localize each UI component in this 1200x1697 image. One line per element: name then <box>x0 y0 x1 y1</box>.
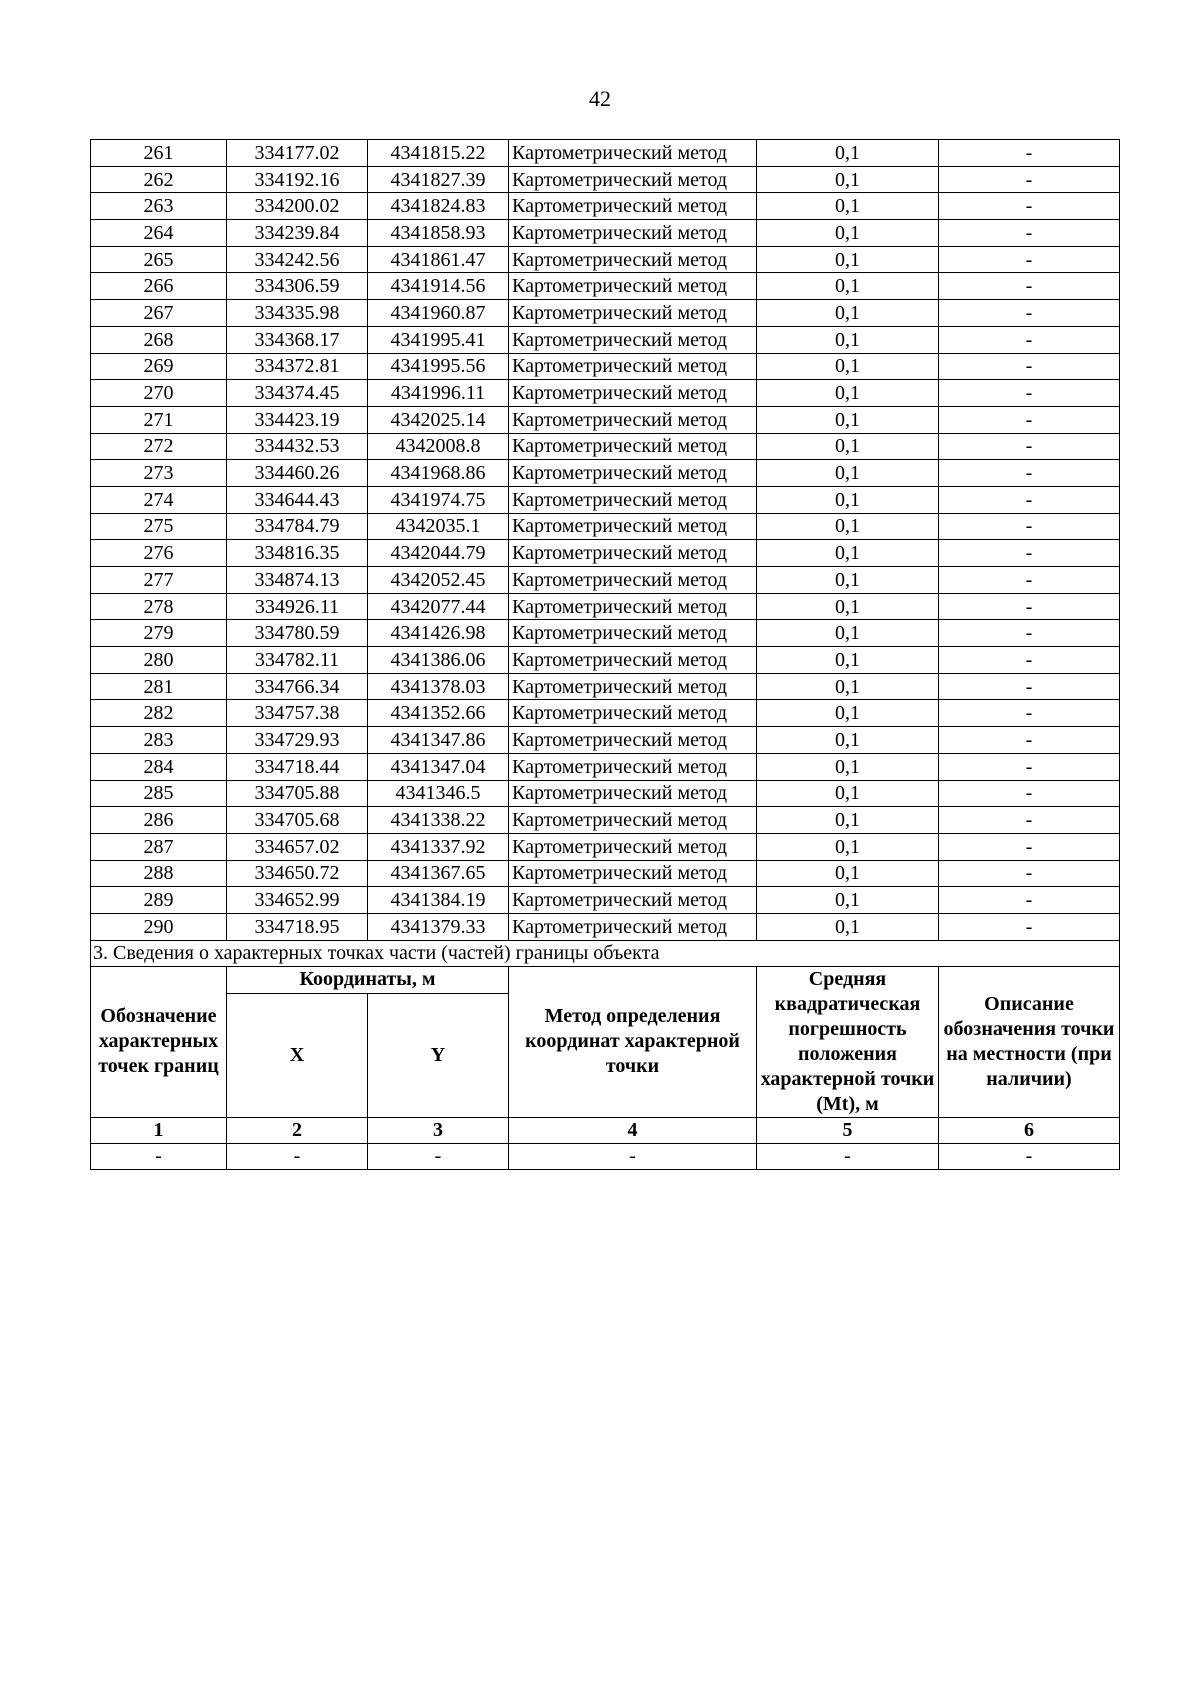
column-numbers-row <box>91 1117 1120 1143</box>
method-cell: Картометрический метод <box>509 887 757 914</box>
y-coordinate-cell: 4341338.22 <box>368 807 509 834</box>
empty-cell: - <box>91 1143 227 1169</box>
boundary-points-table <box>90 139 1120 1170</box>
x-coordinate-cell: 334816.35 <box>227 540 368 567</box>
empty-cell: - <box>227 1143 368 1169</box>
mt-cell: 0,1 <box>757 406 939 433</box>
header-description: Описание обозначения точки на местности (при наличии) <box>939 966 1120 1117</box>
y-coordinate-cell: 4341378.03 <box>368 673 509 700</box>
point-number-cell: 264 <box>91 220 227 247</box>
table-row <box>91 780 1120 807</box>
table-row <box>91 913 1120 940</box>
y-coordinate-cell: 4341960.87 <box>368 300 509 327</box>
table-row <box>91 673 1120 700</box>
description-cell: - <box>939 513 1120 540</box>
point-number-cell: 266 <box>91 273 227 300</box>
point-number-cell: 287 <box>91 833 227 860</box>
description-cell: - <box>939 300 1120 327</box>
point-number-cell: 278 <box>91 593 227 620</box>
description-cell: - <box>939 273 1120 300</box>
table-row <box>91 460 1120 487</box>
point-number-cell: 289 <box>91 887 227 914</box>
y-coordinate-cell: 4341337.92 <box>368 833 509 860</box>
point-number-cell: 284 <box>91 753 227 780</box>
description-cell: - <box>939 406 1120 433</box>
mt-cell: 0,1 <box>757 727 939 754</box>
point-number-cell: 273 <box>91 460 227 487</box>
x-coordinate-cell: 334460.26 <box>227 460 368 487</box>
mt-cell: 0,1 <box>757 647 939 674</box>
table-row <box>91 620 1120 647</box>
point-number-cell: 269 <box>91 353 227 380</box>
y-coordinate-cell: 4341858.93 <box>368 220 509 247</box>
table-row <box>91 273 1120 300</box>
table-row <box>91 887 1120 914</box>
method-cell: Картометрический метод <box>509 193 757 220</box>
x-coordinate-cell: 334200.02 <box>227 193 368 220</box>
mt-cell: 0,1 <box>757 193 939 220</box>
table-row <box>91 486 1120 513</box>
y-coordinate-cell: 4341861.47 <box>368 246 509 273</box>
mt-cell: 0,1 <box>757 433 939 460</box>
method-cell: Картометрический метод <box>509 700 757 727</box>
table-row <box>91 246 1120 273</box>
method-cell: Картометрический метод <box>509 140 757 167</box>
header-row <box>91 966 1120 993</box>
mt-cell: 0,1 <box>757 860 939 887</box>
y-coordinate-cell: 4341379.33 <box>368 913 509 940</box>
table-row <box>91 513 1120 540</box>
x-coordinate-cell: 334239.84 <box>227 220 368 247</box>
x-coordinate-cell: 334368.17 <box>227 326 368 353</box>
y-coordinate-cell: 4341347.86 <box>368 727 509 754</box>
y-coordinate-cell: 4342035.1 <box>368 513 509 540</box>
y-coordinate-cell: 4341995.41 <box>368 326 509 353</box>
y-coordinate-cell: 4341386.06 <box>368 647 509 674</box>
description-cell: - <box>939 780 1120 807</box>
mt-cell: 0,1 <box>757 540 939 567</box>
mt-cell: 0,1 <box>757 380 939 407</box>
x-coordinate-cell: 334784.79 <box>227 513 368 540</box>
empty-cell: - <box>939 1143 1120 1169</box>
mt-cell: 0,1 <box>757 593 939 620</box>
header-designation: Обозначение характерных точек границ <box>91 966 227 1117</box>
point-number-cell: 261 <box>91 140 227 167</box>
x-coordinate-cell: 334780.59 <box>227 620 368 647</box>
column-number: 6 <box>939 1117 1120 1143</box>
table-row <box>91 567 1120 594</box>
mt-cell: 0,1 <box>757 780 939 807</box>
method-cell: Картометрический метод <box>509 460 757 487</box>
column-number: 5 <box>757 1117 939 1143</box>
point-number-cell: 272 <box>91 433 227 460</box>
x-coordinate-cell: 334650.72 <box>227 860 368 887</box>
x-coordinate-cell: 334652.99 <box>227 887 368 914</box>
x-coordinate-cell: 334926.11 <box>227 593 368 620</box>
method-cell: Картометрический метод <box>509 433 757 460</box>
y-coordinate-cell: 4342044.79 <box>368 540 509 567</box>
y-coordinate-cell: 4341996.11 <box>368 380 509 407</box>
method-cell: Картометрический метод <box>509 753 757 780</box>
table-row <box>91 166 1120 193</box>
table-row <box>91 353 1120 380</box>
table-row <box>91 860 1120 887</box>
point-number-cell: 283 <box>91 727 227 754</box>
x-coordinate-cell: 334192.16 <box>227 166 368 193</box>
description-cell: - <box>939 647 1120 674</box>
x-coordinate-cell: 334242.56 <box>227 246 368 273</box>
mt-cell: 0,1 <box>757 246 939 273</box>
method-cell: Картометрический метод <box>509 647 757 674</box>
y-coordinate-cell: 4342052.45 <box>368 567 509 594</box>
description-cell: - <box>939 140 1120 167</box>
y-coordinate-cell: 4342025.14 <box>368 406 509 433</box>
mt-cell: 0,1 <box>757 887 939 914</box>
table-row <box>91 807 1120 834</box>
description-cell: - <box>939 860 1120 887</box>
table-row <box>91 220 1120 247</box>
x-coordinate-cell: 334766.34 <box>227 673 368 700</box>
mt-cell: 0,1 <box>757 140 939 167</box>
mt-cell: 0,1 <box>757 486 939 513</box>
mt-cell: 0,1 <box>757 166 939 193</box>
point-number-cell: 288 <box>91 860 227 887</box>
x-coordinate-cell: 334374.45 <box>227 380 368 407</box>
column-number: 1 <box>91 1117 227 1143</box>
x-coordinate-cell: 334644.43 <box>227 486 368 513</box>
table-row <box>91 326 1120 353</box>
point-number-cell: 280 <box>91 647 227 674</box>
header-method: Метод определения координат характерной точки <box>509 966 757 1117</box>
method-cell: Картометрический метод <box>509 833 757 860</box>
point-number-cell: 279 <box>91 620 227 647</box>
table-row <box>91 540 1120 567</box>
y-coordinate-cell: 4341352.66 <box>368 700 509 727</box>
method-cell: Картометрический метод <box>509 486 757 513</box>
table-row <box>91 700 1120 727</box>
description-cell: - <box>939 486 1120 513</box>
point-number-cell: 268 <box>91 326 227 353</box>
point-number-cell: 282 <box>91 700 227 727</box>
x-coordinate-cell: 334306.59 <box>227 273 368 300</box>
header-y: Y <box>368 993 509 1117</box>
method-cell: Картометрический метод <box>509 807 757 834</box>
method-cell: Картометрический метод <box>509 673 757 700</box>
method-cell: Картометрический метод <box>509 166 757 193</box>
x-coordinate-cell: 334372.81 <box>227 353 368 380</box>
x-coordinate-cell: 334757.38 <box>227 700 368 727</box>
mt-cell: 0,1 <box>757 620 939 647</box>
x-coordinate-cell: 334423.19 <box>227 406 368 433</box>
description-cell: - <box>939 807 1120 834</box>
mt-cell: 0,1 <box>757 753 939 780</box>
table-row <box>91 753 1120 780</box>
section-3 <box>91 940 1120 1169</box>
description-cell: - <box>939 540 1120 567</box>
y-coordinate-cell: 4342008.8 <box>368 433 509 460</box>
mt-cell: 0,1 <box>757 807 939 834</box>
empty-cell: - <box>757 1143 939 1169</box>
x-coordinate-cell: 334177.02 <box>227 140 368 167</box>
point-number-cell: 276 <box>91 540 227 567</box>
header-coordinates: Координаты, м <box>227 966 509 993</box>
point-number-cell: 281 <box>91 673 227 700</box>
x-coordinate-cell: 334874.13 <box>227 567 368 594</box>
description-cell: - <box>939 380 1120 407</box>
description-cell: - <box>939 887 1120 914</box>
point-number-cell: 286 <box>91 807 227 834</box>
x-coordinate-cell: 334335.98 <box>227 300 368 327</box>
point-number-cell: 285 <box>91 780 227 807</box>
table-body <box>91 140 1120 941</box>
point-number-cell: 277 <box>91 567 227 594</box>
point-number-cell: 275 <box>91 513 227 540</box>
table-row <box>91 300 1120 327</box>
y-coordinate-cell: 4341974.75 <box>368 486 509 513</box>
point-number-cell: 290 <box>91 913 227 940</box>
method-cell: Картометрический метод <box>509 326 757 353</box>
table-row <box>91 193 1120 220</box>
header-x: X <box>227 993 368 1117</box>
table-row <box>91 593 1120 620</box>
y-coordinate-cell: 4342077.44 <box>368 593 509 620</box>
method-cell: Картометрический метод <box>509 567 757 594</box>
description-cell: - <box>939 673 1120 700</box>
y-coordinate-cell: 4341815.22 <box>368 140 509 167</box>
mt-cell: 0,1 <box>757 300 939 327</box>
method-cell: Картометрический метод <box>509 220 757 247</box>
point-number-cell: 270 <box>91 380 227 407</box>
method-cell: Картометрический метод <box>509 780 757 807</box>
x-coordinate-cell: 334657.02 <box>227 833 368 860</box>
table-row <box>91 833 1120 860</box>
y-coordinate-cell: 4341384.19 <box>368 887 509 914</box>
table-row <box>91 406 1120 433</box>
section-title-row <box>91 940 1120 966</box>
empty-row <box>91 1143 1120 1169</box>
x-coordinate-cell: 334782.11 <box>227 647 368 674</box>
x-coordinate-cell: 334718.44 <box>227 753 368 780</box>
description-cell: - <box>939 620 1120 647</box>
mt-cell: 0,1 <box>757 513 939 540</box>
column-number: 2 <box>227 1117 368 1143</box>
method-cell: Картометрический метод <box>509 513 757 540</box>
x-coordinate-cell: 334718.95 <box>227 913 368 940</box>
y-coordinate-cell: 4341426.98 <box>368 620 509 647</box>
mt-cell: 0,1 <box>757 833 939 860</box>
method-cell: Картометрический метод <box>509 300 757 327</box>
description-cell: - <box>939 833 1120 860</box>
description-cell: - <box>939 753 1120 780</box>
description-cell: - <box>939 913 1120 940</box>
description-cell: - <box>939 700 1120 727</box>
method-cell: Картометрический метод <box>509 593 757 620</box>
table-row <box>91 140 1120 167</box>
mt-cell: 0,1 <box>757 567 939 594</box>
method-cell: Картометрический метод <box>509 620 757 647</box>
point-number-cell: 274 <box>91 486 227 513</box>
description-cell: - <box>939 193 1120 220</box>
point-number-cell: 263 <box>91 193 227 220</box>
method-cell: Картометрический метод <box>509 246 757 273</box>
method-cell: Картометрический метод <box>509 860 757 887</box>
point-number-cell: 265 <box>91 246 227 273</box>
y-coordinate-cell: 4341367.65 <box>368 860 509 887</box>
method-cell: Картометрический метод <box>509 406 757 433</box>
column-number: 3 <box>368 1117 509 1143</box>
mt-cell: 0,1 <box>757 353 939 380</box>
table-row <box>91 647 1120 674</box>
x-coordinate-cell: 334705.68 <box>227 807 368 834</box>
y-coordinate-cell: 4341827.39 <box>368 166 509 193</box>
point-number-cell: 262 <box>91 166 227 193</box>
description-cell: - <box>939 220 1120 247</box>
description-cell: - <box>939 433 1120 460</box>
method-cell: Картометрический метод <box>509 380 757 407</box>
description-cell: - <box>939 166 1120 193</box>
mt-cell: 0,1 <box>757 273 939 300</box>
y-coordinate-cell: 4341824.83 <box>368 193 509 220</box>
description-cell: - <box>939 593 1120 620</box>
mt-cell: 0,1 <box>757 460 939 487</box>
method-cell: Картометрический метод <box>509 727 757 754</box>
point-number-cell: 267 <box>91 300 227 327</box>
mt-cell: 0,1 <box>757 700 939 727</box>
table-row <box>91 380 1120 407</box>
column-number: 4 <box>509 1117 757 1143</box>
description-cell: - <box>939 727 1120 754</box>
description-cell: - <box>939 353 1120 380</box>
method-cell: Картометрический метод <box>509 273 757 300</box>
header-mt: Средняя квадратическая погрешность положения характерной точки (Mt), м <box>757 966 939 1117</box>
x-coordinate-cell: 334705.88 <box>227 780 368 807</box>
method-cell: Картометрический метод <box>509 353 757 380</box>
y-coordinate-cell: 4341346.5 <box>368 780 509 807</box>
section-title: 3. Сведения о характерных точках части (частей) границы объекта <box>91 940 1120 966</box>
table-row <box>91 433 1120 460</box>
x-coordinate-cell: 334729.93 <box>227 727 368 754</box>
empty-cell: - <box>368 1143 509 1169</box>
mt-cell: 0,1 <box>757 326 939 353</box>
table-row <box>91 727 1120 754</box>
method-cell: Картометрический метод <box>509 540 757 567</box>
mt-cell: 0,1 <box>757 673 939 700</box>
point-number-cell: 271 <box>91 406 227 433</box>
mt-cell: 0,1 <box>757 913 939 940</box>
method-cell: Картометрический метод <box>509 913 757 940</box>
description-cell: - <box>939 567 1120 594</box>
description-cell: - <box>939 326 1120 353</box>
y-coordinate-cell: 4341914.56 <box>368 273 509 300</box>
mt-cell: 0,1 <box>757 220 939 247</box>
page-number: 42 <box>589 86 611 111</box>
description-cell: - <box>939 460 1120 487</box>
y-coordinate-cell: 4341347.04 <box>368 753 509 780</box>
empty-cell: - <box>509 1143 757 1169</box>
y-coordinate-cell: 4341968.86 <box>368 460 509 487</box>
description-cell: - <box>939 246 1120 273</box>
y-coordinate-cell: 4341995.56 <box>368 353 509 380</box>
x-coordinate-cell: 334432.53 <box>227 433 368 460</box>
